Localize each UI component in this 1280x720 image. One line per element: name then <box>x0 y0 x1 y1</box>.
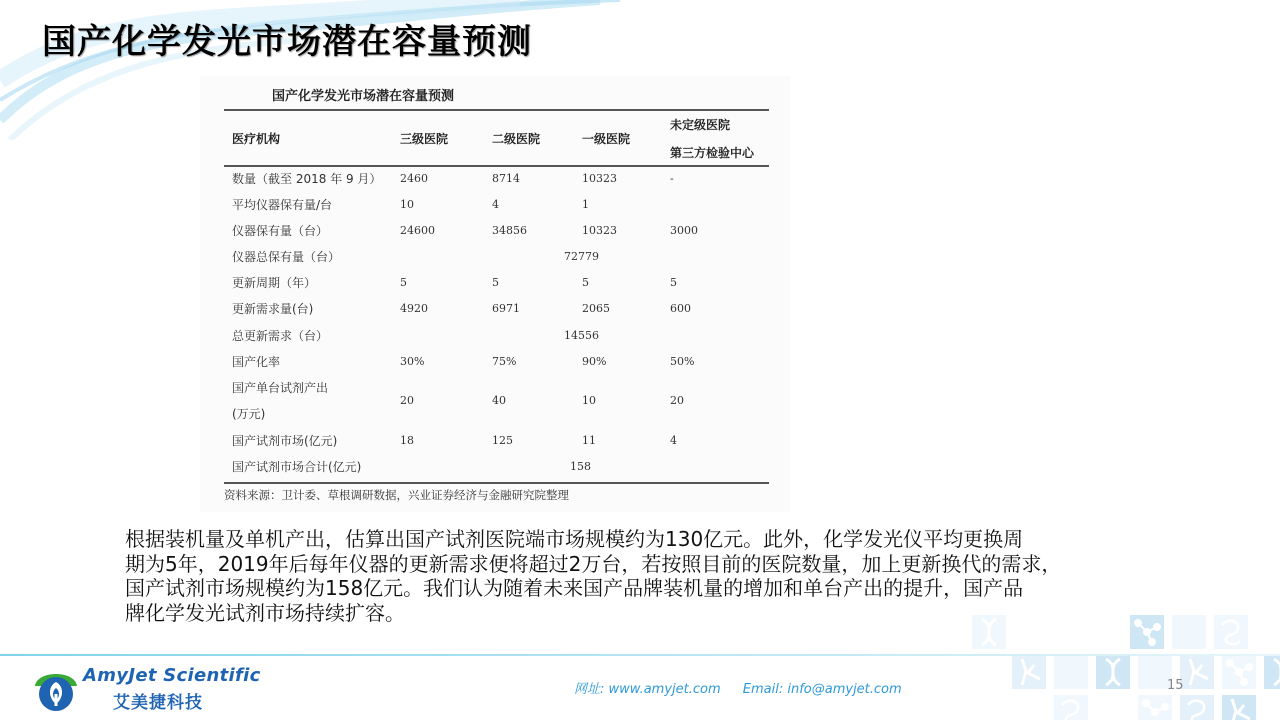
footer-contact <box>574 678 920 697</box>
table-row: 国产化率 30% 75% 90% 50% <box>232 355 695 369</box>
body-line: 国产试剂市场规模约为158亿元。我们认为随着未来国产品牌装机量的增加和单台产出的提升，国产品 <box>125 576 1024 600</box>
slide-title: 国产化学发光市场潜在容量预测 <box>42 22 532 62</box>
company-logo <box>33 662 263 714</box>
antibody-icon <box>1222 695 1256 720</box>
blank-tile <box>1172 615 1206 649</box>
dna-icon <box>1096 655 1130 689</box>
table-row: 平均仪器保有量/台 10 4 1 <box>232 198 589 212</box>
protein-icon <box>1214 615 1248 649</box>
dna-icon <box>972 615 1006 649</box>
header-tier2: 二级医院 <box>492 132 541 146</box>
website-link[interactable]: 网址: www.amyjet.com <box>574 682 721 697</box>
logo-text-cn: 艾美捷科技 <box>113 693 203 713</box>
header-institution: 医疗机构 <box>232 132 281 146</box>
page-number: 15 <box>1167 678 1184 693</box>
table-header <box>224 110 769 165</box>
molecule-icon <box>1138 695 1172 720</box>
body-line: 期为5年，2019年后每年仪器的更新需求便将超过2万台，若按照目前的医院数量，加上更新换代的需求， <box>125 551 1062 576</box>
table-title: 国产化学发光市场潜在容量预测 <box>272 89 455 104</box>
protein-icon <box>1180 695 1214 720</box>
table-row: 仪器保有量（台） 24600 34856 10323 3000 <box>232 224 698 238</box>
molecule-icon <box>1222 655 1256 689</box>
table-row: 国产试剂市场合计(亿元) 158 <box>232 460 591 474</box>
table-row: 更新周期（年） 5 5 5 5 <box>232 276 677 290</box>
table-row: 数量（截至 2018 年 9 月） 2460 8714 10323 - <box>232 172 674 186</box>
table-row: 仪器总保有量（台） 72779 <box>232 250 599 264</box>
molecule-icon <box>1130 615 1164 649</box>
blank-tile <box>1054 655 1088 689</box>
antibody-icon <box>1180 655 1214 689</box>
body-line: 牌化学发光试剂市场持续扩容。 <box>125 600 405 625</box>
table-row: 国产试剂市场(亿元) 18 125 11 4 <box>232 434 677 448</box>
table-row: 总更新需求（台） 14556 <box>232 329 599 343</box>
table-image <box>200 76 790 512</box>
header-unrated-line2: 第三方检验中心 <box>670 146 755 160</box>
table-source-note: 资料来源：卫计委、草根调研数据，兴业证券经济与金融研究院整理 <box>224 488 569 502</box>
header-tier3: 三级医院 <box>400 132 449 146</box>
table-row: 国产单台试剂产出 (万元) 20 40 10 20 <box>232 381 684 421</box>
antibody-icon <box>1012 655 1046 689</box>
header-unrated-line1: 未定级医院 <box>670 118 731 132</box>
logo-mark-icon <box>33 664 79 712</box>
email-link[interactable]: Email: info@amyjet.com <box>742 682 902 697</box>
protein-icon <box>1054 695 1088 720</box>
footer-divider <box>0 654 1280 656</box>
table-row: 更新需求量(台) 4920 6971 2065 600 <box>232 302 691 316</box>
dna-icon <box>1264 655 1280 689</box>
header-tier1: 一级医院 <box>582 132 631 146</box>
logo-text-en: AmyJet Scientific <box>83 665 261 686</box>
table-bottom-rule <box>224 482 769 484</box>
decorative-tile-pattern <box>950 595 1280 720</box>
body-line: 根据装机量及单机产出，估算出国产试剂医院端市场规模约为130亿元。此外，化学发光仪平均更换周 <box>125 527 1024 551</box>
